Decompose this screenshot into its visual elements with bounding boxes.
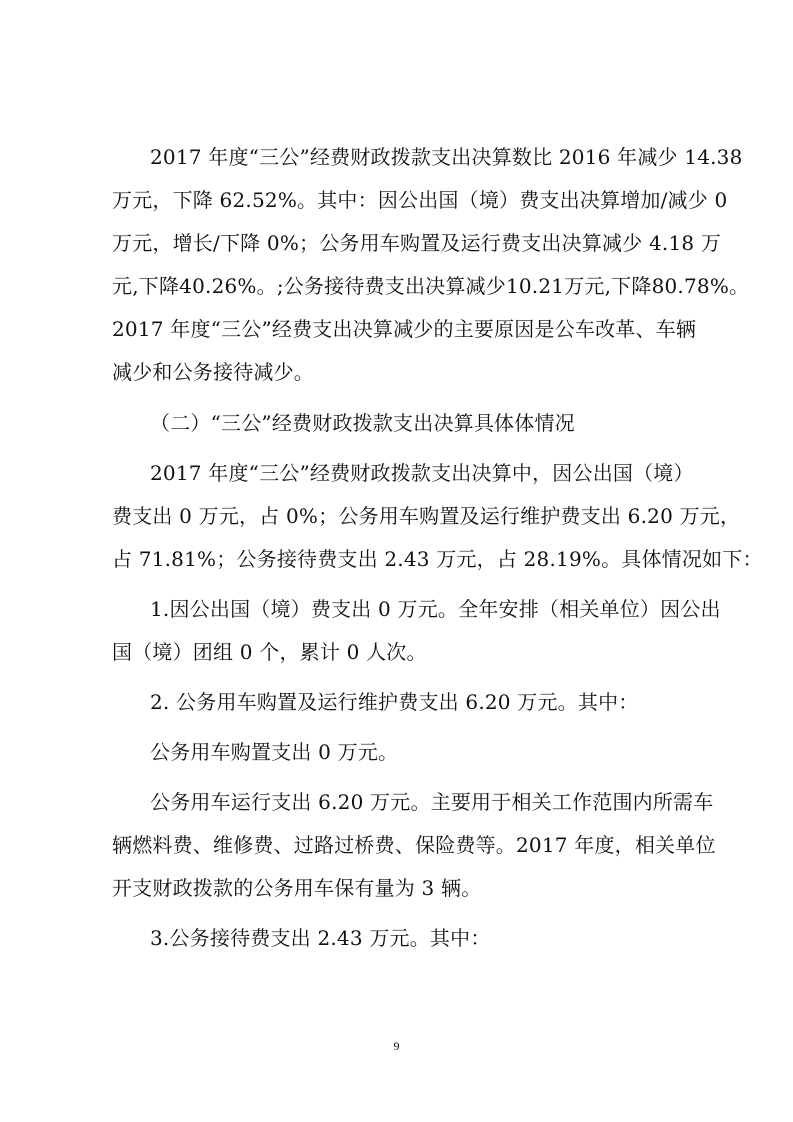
paragraph-line: 公务用车购置支出 0 万元。	[150, 740, 399, 764]
paragraph-line: 3.公务接待费支出 2.43 万元。其中：	[150, 926, 491, 950]
paragraph-line: 辆燃料费、维修费、过路过桥费、保险费等。2017 年度，相关单位	[112, 833, 716, 857]
paragraph-line: 国（境）团组 0 个，累计 0 人次。	[112, 640, 427, 664]
paragraph-line: 公务用车运行支出 6.20 万元。主要用于相关工作范围内所需车	[150, 790, 714, 814]
paragraph-line: 费支出 0 万元，占 0%；公务用车购置及运行维护费支出 6.20 万元，	[112, 504, 741, 528]
paragraph-line: 2. 公务用车购置及运行维护费支出 6.20 万元。其中：	[150, 690, 639, 714]
paragraph-line: 开支财政拨款的公务用车保有量为 3 辆。	[112, 876, 482, 900]
paragraph-line: 元,下降40.26%。;公务接待费支出决算减少10.21万元,下降80.78%。	[112, 274, 750, 298]
paragraph-line: 2017 年度“三公”经费财政拨款支出决算数比 2016 年减少 14.38	[150, 145, 743, 169]
paragraph-line: 1.因公出国（境）费支出 0 万元。全年安排（相关单位）因公出	[150, 597, 721, 621]
paragraph-line: 2017 年度“三公”经费支出决算减少的主要原因是公车改革、车辆	[112, 317, 697, 341]
paragraph-line: 万元，增长/下降 0%；公务用车购置及运行费支出决算减少 4.18 万	[112, 231, 722, 255]
paragraph-line: 减少和公务接待减少。	[112, 360, 314, 384]
page-number: 9	[393, 1039, 400, 1053]
paragraph-line: 占 71.81%；公务接待费支出 2.43 万元，占 28.19%。具体情况如下：	[112, 547, 763, 571]
section-heading: （二）“三公”经费财政拨款支出决算具体体情况	[150, 411, 575, 435]
paragraph-line: 2017 年度“三公”经费财政拨款支出决算中，因公出国（境）	[150, 461, 694, 485]
paragraph-line: 万元，下降 62.52%。其中：因公出国（境）费支出决算增加/减少 0	[112, 188, 728, 212]
